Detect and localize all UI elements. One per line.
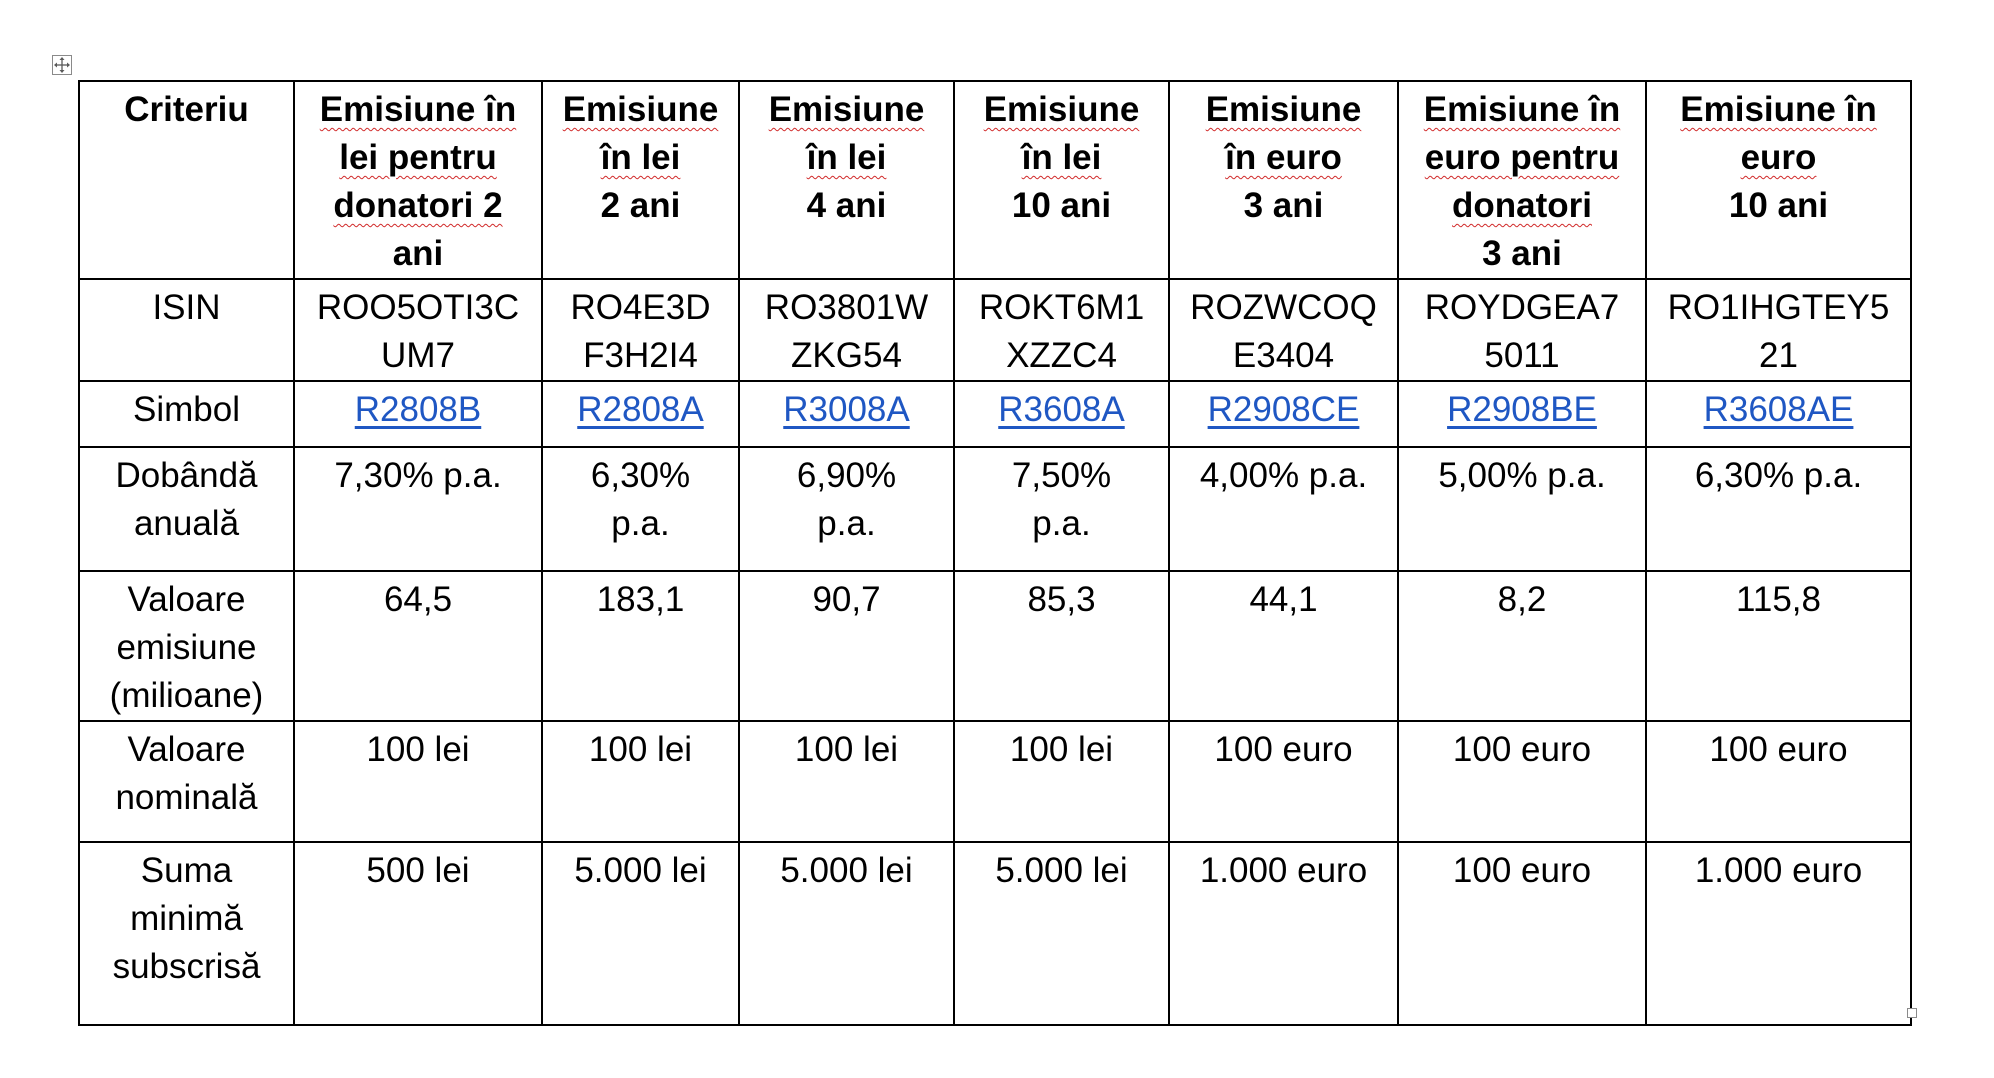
cell-text-line: în lei: [1021, 138, 1102, 177]
table-cell: [1646, 447, 1911, 571]
cell-text-line: ROYDGEA7: [1424, 288, 1620, 327]
table-cell: [1398, 279, 1646, 381]
table-cell: [1169, 721, 1398, 842]
row-label-cell: [79, 447, 294, 571]
cell-text-line: 5.000 lei: [780, 851, 913, 890]
cell-text-line: 10 ani: [1011, 186, 1112, 225]
table-cell: [1169, 842, 1398, 1025]
table-cell: [1646, 279, 1911, 381]
table-cell: [542, 721, 739, 842]
cell-text-line: E3404: [1232, 336, 1335, 375]
row-label-cell: [79, 721, 294, 842]
cell-text-line: 5.000 lei: [995, 851, 1128, 890]
table-cell: [1398, 571, 1646, 721]
cell-text-line: 8,2: [1497, 580, 1547, 619]
header-cell: [739, 81, 954, 279]
table-cell: [954, 447, 1169, 571]
cell-text-line: 100 lei: [1009, 730, 1114, 769]
table-cell: [1169, 571, 1398, 721]
cell-text-line: p.a.: [1032, 504, 1091, 543]
cell-text-line: RO4E3D: [570, 288, 711, 327]
cell-text-line: 1.000 euro: [1199, 851, 1368, 890]
cell-text-line: Emisiune în: [1423, 90, 1621, 129]
cell-text-line: 100 euro: [1452, 851, 1592, 890]
cell-text-line: 2 ani: [600, 186, 681, 225]
table-cell: [739, 447, 954, 571]
table-cell: [1646, 842, 1911, 1025]
cell-text-line: 100 lei: [794, 730, 899, 769]
cell-text-line: ISIN: [152, 288, 221, 327]
header-cell: [1169, 81, 1398, 279]
symbol-cell: [542, 381, 739, 447]
cell-text-line: Emisiune: [562, 90, 719, 129]
move-arrows-icon: [53, 56, 71, 74]
cell-text-line: 6,30% p.a.: [1694, 456, 1863, 495]
table-cell: [1398, 721, 1646, 842]
symbol-cell: [294, 381, 542, 447]
cell-text-line: 3 ani: [1482, 234, 1562, 273]
symbol-cell: [739, 381, 954, 447]
cell-text-line: euro pentru: [1424, 138, 1620, 177]
table-cell: [739, 721, 954, 842]
table-row: [79, 721, 1911, 842]
cell-text-line: donatori 2: [333, 186, 503, 225]
cell-text-line: 100 euro: [1452, 730, 1592, 769]
cell-text-line: Simbol: [133, 390, 240, 429]
cell-text-line: nominală: [115, 778, 258, 817]
table-cell: [1646, 721, 1911, 842]
symbol-link[interactable]: R3008A: [783, 390, 910, 429]
symbol-link[interactable]: R3608AE: [1703, 390, 1854, 429]
cell-text-line: 6,30%: [590, 456, 691, 495]
cell-text-line: ZKG54: [791, 336, 902, 375]
cell-text-line: Criteriu: [124, 90, 249, 129]
table-resize-handle[interactable]: [1907, 1008, 1917, 1018]
table-cell: [739, 571, 954, 721]
cell-text-line: 100 euro: [1709, 730, 1848, 769]
cell-text-line: p.a.: [611, 504, 670, 543]
cell-text-line: 5.000 lei: [574, 851, 707, 890]
cell-text-line: RO3801W: [764, 288, 929, 327]
cell-text-line: ROO5OTI3C: [316, 288, 520, 327]
cell-text-line: 100 lei: [588, 730, 693, 769]
table-cell: [294, 721, 542, 842]
cell-text-line: p.a.: [817, 504, 876, 543]
table-cell: [954, 571, 1169, 721]
cell-text-line: 1.000 euro: [1694, 851, 1863, 890]
table-cell: [294, 447, 542, 571]
row-label-cell: [79, 842, 294, 1025]
cell-text-line: 90,7: [812, 580, 881, 619]
cell-text-line: ani: [392, 234, 444, 273]
cell-text-line: 6,90%: [796, 456, 897, 495]
symbol-cell: [954, 381, 1169, 447]
symbol-link[interactable]: R3608A: [998, 390, 1125, 429]
table-cell: [954, 842, 1169, 1025]
table-cell: [1646, 571, 1911, 721]
row-label-cell: [79, 279, 294, 381]
cell-text-line: euro: [1740, 138, 1817, 177]
cell-text-line: emisiune: [116, 628, 257, 667]
cell-text-line: 500 lei: [366, 851, 470, 890]
table-cell: [1398, 842, 1646, 1025]
cell-text-line: anuală: [133, 504, 240, 543]
header-cell: [294, 81, 542, 279]
table-cell: [1169, 447, 1398, 571]
cell-text-line: Valoare: [127, 730, 246, 769]
cell-text-line: 10 ani: [1728, 186, 1829, 225]
table-cell: [954, 721, 1169, 842]
cell-text-line: Emisiune: [983, 90, 1140, 129]
cell-text-line: minimă: [130, 899, 243, 938]
cell-text-line: 100 lei: [366, 730, 470, 769]
table-cell: [954, 279, 1169, 381]
cell-text-line: 7,30% p.a.: [334, 456, 502, 495]
header-cell: [542, 81, 739, 279]
table-row: [79, 842, 1911, 1025]
cell-text-line: ROKT6M1: [978, 288, 1145, 327]
row-label-cell: [79, 381, 294, 447]
symbol-link[interactable]: R2908CE: [1207, 390, 1360, 429]
cell-text-line: 21: [1759, 336, 1798, 375]
cell-text-line: RO1IHGTEY5: [1667, 288, 1890, 327]
table-row: [79, 279, 1911, 381]
cell-text-line: 115,8: [1736, 580, 1821, 619]
header-cell: [1398, 81, 1646, 279]
cell-text-line: 5,00% p.a.: [1438, 456, 1606, 495]
cell-text-line: 5011: [1484, 336, 1560, 375]
cell-text-line: XZZC4: [1006, 336, 1117, 375]
symbol-cell: [1646, 381, 1911, 447]
table-cell: [294, 279, 542, 381]
cell-text-line: ROZWCOQ: [1190, 288, 1377, 327]
cell-text-line: lei pentru: [339, 138, 497, 177]
symbol-link[interactable]: R2808A: [577, 390, 704, 429]
table-cell: [294, 571, 542, 721]
symbol-link[interactable]: R2808B: [354, 390, 482, 429]
table-row: [79, 571, 1911, 721]
cell-text-line: 85,3: [1027, 580, 1096, 619]
cell-text-line: Emisiune: [1205, 90, 1362, 129]
cell-text-line: (milioane): [109, 676, 264, 715]
cell-text-line: 4 ani: [806, 186, 887, 225]
cell-text-line: Emisiune în: [1680, 90, 1877, 129]
table-cell: [739, 279, 954, 381]
symbol-cell: [1169, 381, 1398, 447]
cell-text-line: donatori: [1452, 186, 1592, 225]
cell-text-line: 3 ani: [1243, 186, 1324, 225]
cell-text-line: subscrisă: [112, 947, 261, 986]
header-row: [79, 81, 1911, 279]
bond-issues-table: [78, 80, 1912, 1026]
table-cell: [739, 842, 954, 1025]
table-row: [79, 447, 1911, 571]
header-cell: [1646, 81, 1911, 279]
cell-text-line: Suma: [140, 851, 233, 890]
cell-text-line: Emisiune: [768, 90, 925, 129]
table-move-handle[interactable]: [52, 55, 72, 75]
table-cell: [1169, 279, 1398, 381]
cell-text-line: în lei: [806, 138, 887, 177]
cell-text-line: 183,1: [596, 580, 685, 619]
header-cell: [79, 81, 294, 279]
cell-text-line: 7,50%: [1011, 456, 1112, 495]
table-cell: [542, 279, 739, 381]
cell-text-line: F3H2I4: [583, 336, 698, 375]
cell-text-line: 100 euro: [1214, 730, 1353, 769]
cell-text-line: 64,5: [383, 580, 453, 619]
header-cell: [954, 81, 1169, 279]
table-cell: [542, 571, 739, 721]
cell-text-line: Dobândă: [115, 456, 258, 495]
cell-text-line: în euro: [1225, 138, 1342, 177]
cell-text-line: Valoare: [127, 580, 246, 619]
cell-text-line: 4,00% p.a.: [1199, 456, 1368, 495]
table-row: [79, 381, 1911, 447]
symbol-cell: [1398, 381, 1646, 447]
symbol-link[interactable]: R2908BE: [1447, 390, 1597, 429]
table-cell: [294, 842, 542, 1025]
table-cell: [1398, 447, 1646, 571]
cell-text-line: în lei: [600, 138, 681, 177]
table-cell: [542, 842, 739, 1025]
table-cell: [542, 447, 739, 571]
cell-text-line: 44,1: [1249, 580, 1318, 619]
row-label-cell: [79, 571, 294, 721]
cell-text-line: Emisiune în: [319, 90, 517, 129]
cell-text-line: UM7: [381, 336, 455, 375]
